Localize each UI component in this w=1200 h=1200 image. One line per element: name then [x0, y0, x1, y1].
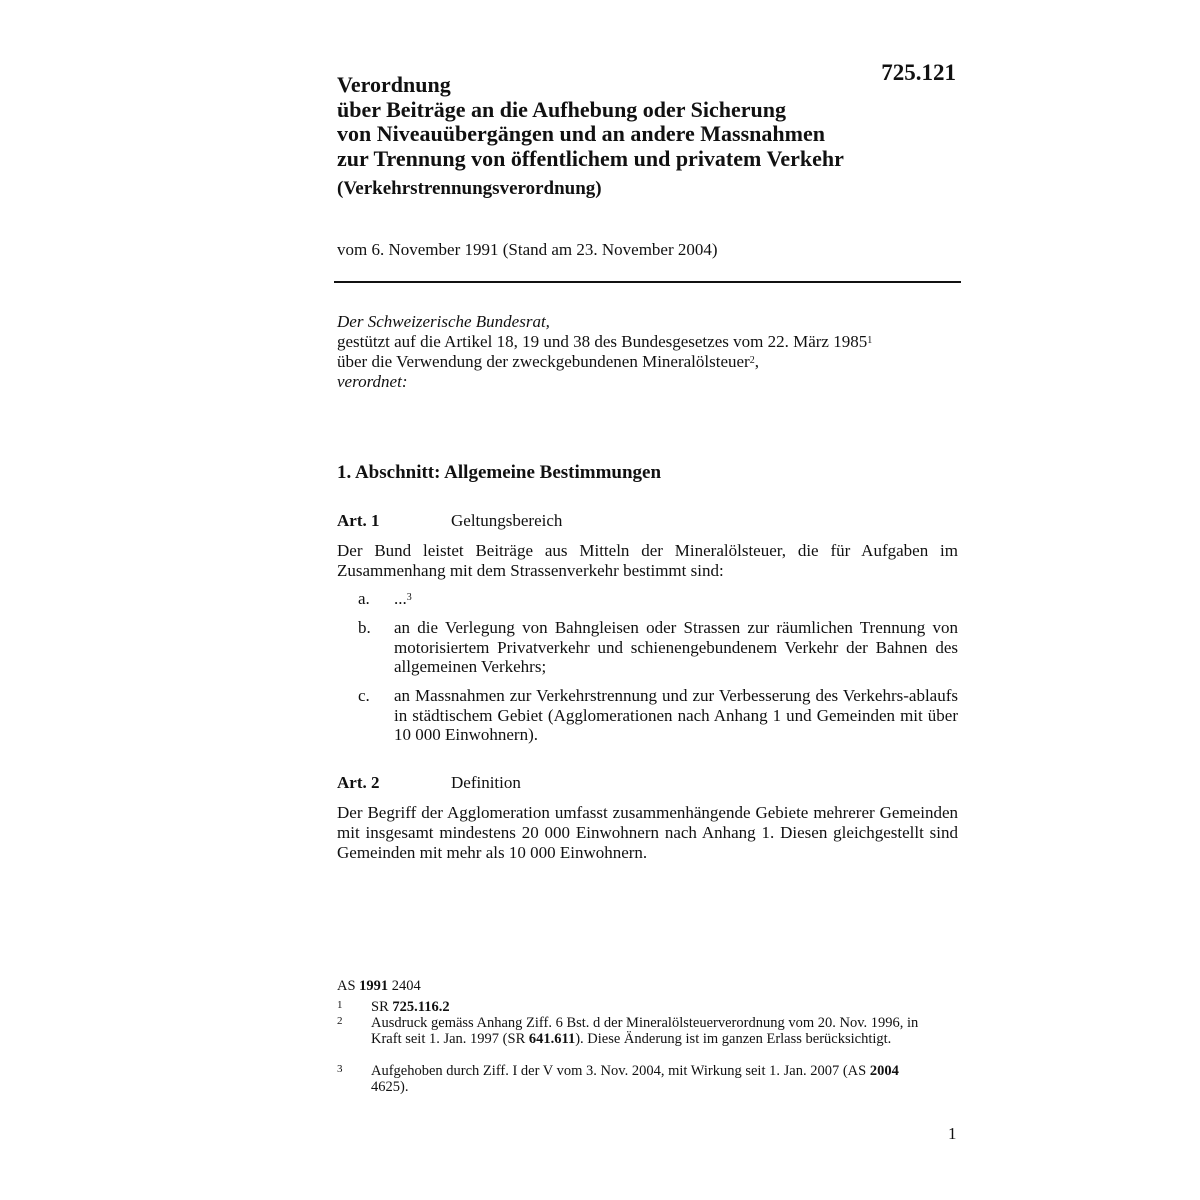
footnote-ref[interactable]: 3 — [406, 592, 412, 603]
list-item-letter: c. — [358, 686, 370, 705]
title-line: von Niveauübergängen und an andere Massnahmen — [337, 121, 825, 146]
title-line: über Beiträge an die Aufhebung oder Sicherung — [337, 96, 787, 122]
fn-post: ). Diese Änderung ist im ganzen Erlass berücksichtigt. — [575, 1030, 892, 1047]
as-page: 2404 — [388, 978, 421, 994]
section-title: 1. Abschnitt: Allgemeine Bestimmungen — [337, 462, 662, 483]
list-item-letter: a. — [358, 589, 370, 608]
title-line: Verordnung — [337, 72, 451, 97]
article-title: Definition — [451, 773, 521, 792]
footnote-number: 2 — [337, 1015, 343, 1027]
sr-number: 725.121 — [881, 60, 956, 85]
fn-bold: 2004 — [869, 1063, 899, 1079]
basis-text: gestützt auf die Artikel 18, 19 und 38 des Bundesgesetzes vom 22. März 1985 — [337, 332, 868, 351]
as-reference — [337, 979, 421, 995]
article-intro: Der Bund leistet Beiträge aus Mitteln der Mineralölsteuer, die für Aufgaben im Zusammenhang mit dem Strassenverkehr bestimmt sind: — [337, 541, 958, 580]
document-date: vom 6. November 1991 (Stand am 23. November 2004) — [337, 240, 718, 259]
article-heading — [337, 511, 562, 531]
basis-text: über die Verwendung der zweckgebundenen Mineralölsteuer — [337, 352, 750, 371]
list-item-letter: b. — [358, 618, 371, 637]
title-line: zur Trennung von öffentlichem und privatem Verkehr — [337, 145, 844, 171]
item-text: ... — [394, 589, 407, 608]
as-year: 1991 — [359, 978, 389, 994]
header-divider — [334, 281, 961, 283]
preamble-enact: verordnet: — [337, 372, 408, 391]
footnote-text — [371, 1000, 971, 1016]
document-title — [337, 73, 977, 171]
fn-pre: Aufgehoben durch Ziff. I der V vom 3. Nov. 2004, mit Wirkung seit 1. Jan. 2007 (AS — [371, 1063, 870, 1079]
footnote-text — [371, 1016, 931, 1047]
basis-end: , — [754, 352, 759, 371]
fn-bold: 641.611 — [528, 1030, 576, 1047]
preamble-authority: Der Schweizerische Bundesrat, — [337, 312, 550, 331]
preamble-basis-line — [337, 332, 977, 352]
article-heading — [337, 773, 521, 793]
article-number: Art. 2 — [337, 773, 380, 792]
list-item-text — [394, 589, 958, 609]
preamble-basis-line — [337, 352, 977, 372]
page-number: 1 — [948, 1124, 957, 1143]
article-number: Art. 1 — [337, 511, 380, 530]
list-item-text: an die Verlegung von Bahngleisen oder Strassen zur räumlichen Trennung von motorisiertem Privatverkehr und schienengebundenem Verkehr der Bahnen des allgemeinen Verkehrs; — [394, 618, 958, 676]
fn-pre: Ausdruck gemäss Anhang Ziff. 6 Bst. d der Mineralölsteuerverordnung vom 20. Nov. 1996, in Kraft seit 1. Jan. 1997 (SR — [371, 1015, 919, 1047]
article-text: Der Begriff der Agglomeration umfasst zusammenhängende Gebiete mehrerer Gemeinden mit insgesamt mindestens 20 000 Einwohnern nach Anhang 1. Diesen gleichgestellt sind Gemeinden mit mehr als 10 000 Einwohnern. — [337, 803, 958, 862]
preamble — [337, 312, 977, 392]
footnote-text — [371, 1064, 911, 1095]
fn-bold: 725.116.2 — [392, 999, 450, 1015]
footnote-number: 1 — [337, 999, 343, 1011]
fn-post: 4625). — [371, 1078, 409, 1095]
fn-pre: SR — [371, 999, 393, 1015]
list-item-text: an Massnahmen zur Verkehrstrennung und zur Verbesserung des Verkehrs-ablaufs in städtischem Gebiet (Agglomerationen nach Anhang 1 und Gemeinden mit über 10 000 Einwohnern). — [394, 686, 958, 744]
footnote-ref[interactable]: 1 — [867, 335, 873, 346]
footnote-ref[interactable]: 2 — [749, 355, 755, 366]
footnote-number: 3 — [337, 1063, 343, 1075]
as-prefix: AS — [337, 978, 360, 994]
article-title: Geltungsbereich — [451, 511, 563, 530]
document-subtitle: (Verkehrstrennungsverordnung) — [337, 178, 602, 199]
